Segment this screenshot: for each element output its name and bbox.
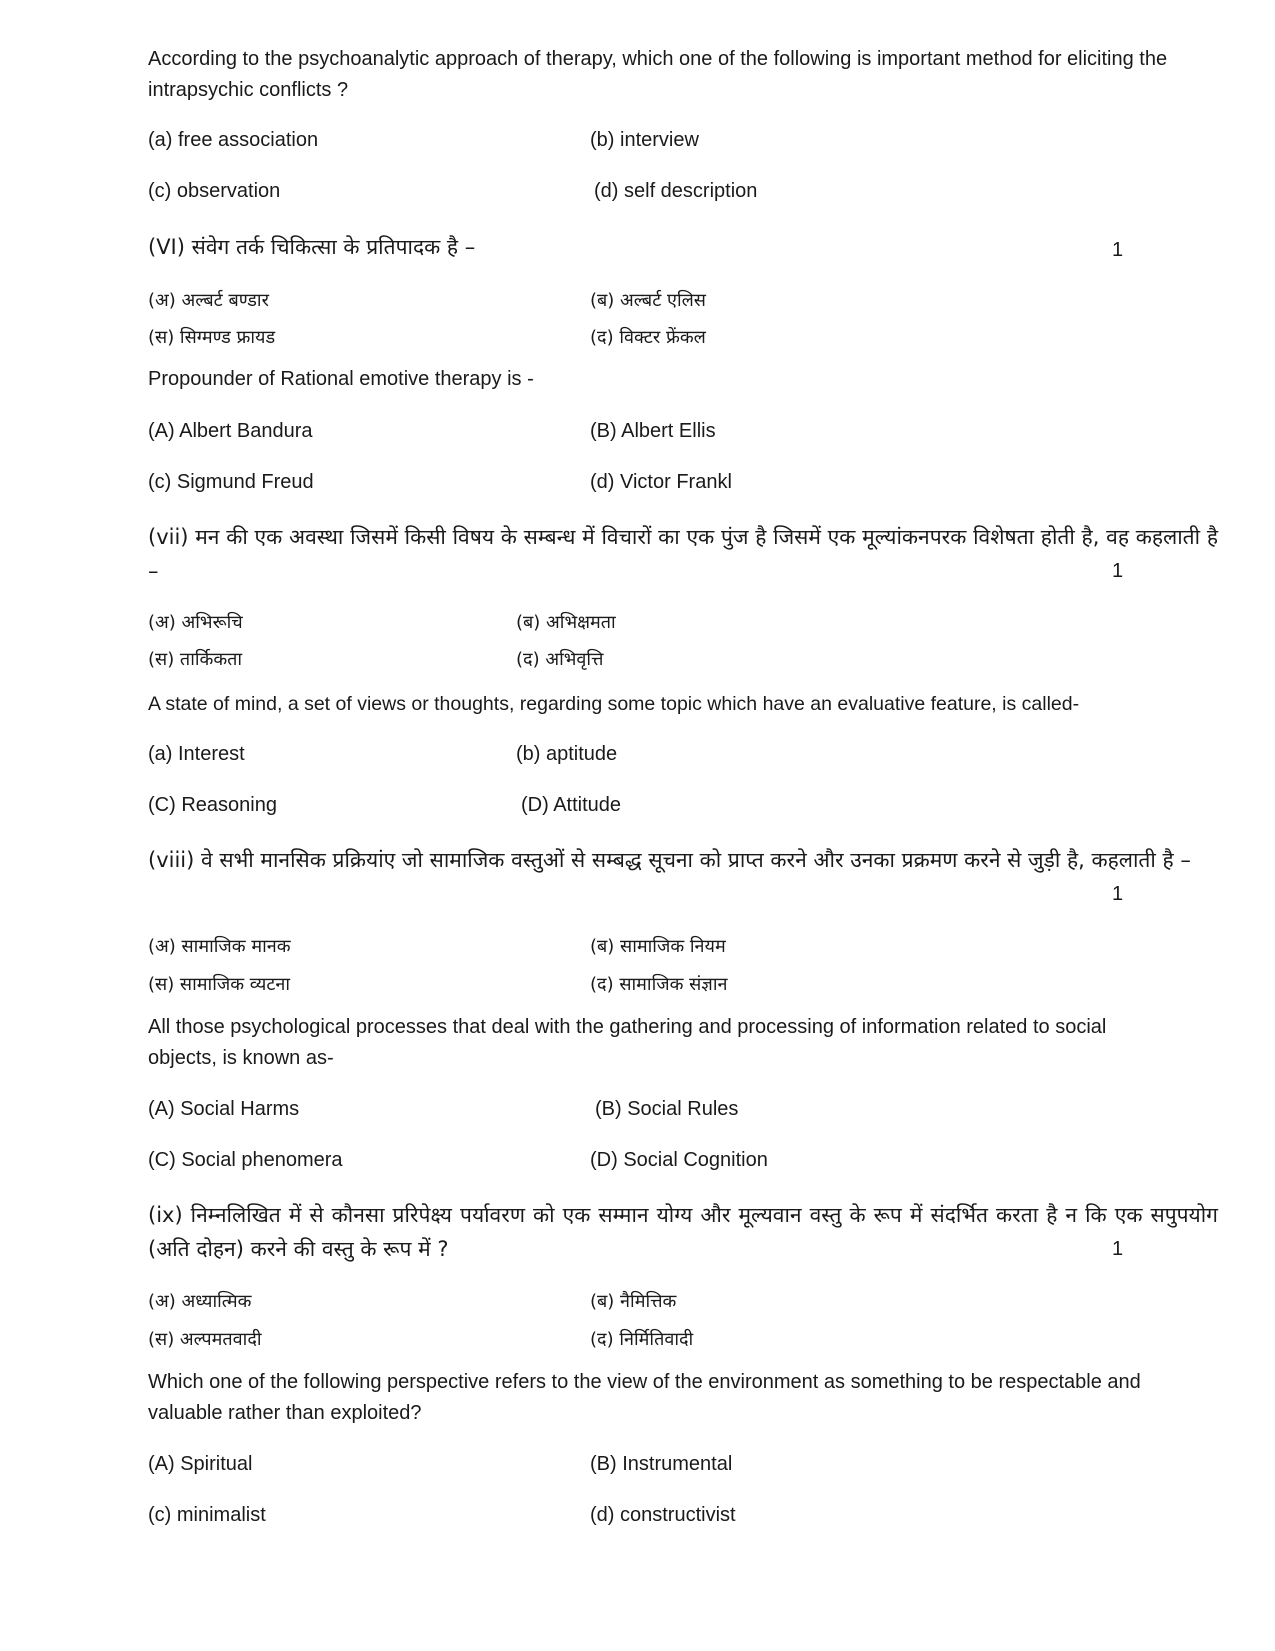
q7-option-a: (a) Interest — [148, 743, 245, 765]
q7-marks: 1 — [1112, 560, 1124, 582]
q8-option-c: (C) Social phenomera — [148, 1149, 343, 1171]
q8-marks: 1 — [1112, 883, 1124, 905]
q5-option-d: (d) self description — [594, 180, 758, 202]
q8-option-a: (A) Social Harms — [148, 1098, 300, 1120]
q5-english-question: According to the psychoanalytic approach of therapy, which one of the following is important method for eliciting the intrapsychic conflicts ? — [148, 48, 1168, 101]
q9-option-d: (d) constructivist — [590, 1504, 736, 1526]
q9-marks: 1 — [1112, 1238, 1124, 1260]
q7-hindi-option-d: (द) अभिवृत्ति — [516, 649, 604, 670]
q9-option-c: (c) minimalist — [148, 1504, 266, 1526]
q5-option-c: (c) observation — [148, 180, 281, 202]
q6-option-b: (B) Albert Ellis — [590, 420, 716, 442]
q8-option-b: (B) Social Rules — [595, 1098, 739, 1120]
q8-hindi-question: (viii) वे सभी मानसिक प्रक्रियांए जो सामाजिक वस्तुओं से सम्बद्ध सूचना को प्राप्त करने और उनका प्रक्रमण करने से जुड़ी है, कहलाती है – — [148, 848, 1191, 872]
q7-hindi-option-c: (स) तार्किकता — [148, 649, 243, 670]
q8-hindi-option-a: (अ) सामाजिक मानक — [148, 936, 291, 957]
q9-hindi-option-a: (अ) अध्यात्मिक — [148, 1291, 252, 1312]
q7-english-question: A state of mind, a set of views or thoughts, regarding some topic which have an evaluative feature, is called- — [148, 693, 1080, 715]
q6-option-d: (d) Victor Frankl — [590, 471, 732, 493]
q7-hindi-option-a: (अ) अभिरूचि — [148, 612, 243, 633]
q9-option-a: (A) Spiritual — [148, 1453, 253, 1475]
q8-hindi-option-d: (द) सामाजिक संज्ञान — [590, 974, 728, 995]
q9-hindi-option-c: (स) अल्पमतवादी — [148, 1329, 262, 1350]
q5-option-a: (a) free association — [148, 129, 319, 151]
q6-hindi-question: (VI) संवेग तर्क चिकित्सा के प्रतिपादक है – — [148, 235, 476, 259]
q6-option-a: (A) Albert Bandura — [148, 420, 313, 442]
q5-option-b: (b) interview — [590, 129, 699, 151]
q6-hindi-option-b: (ब) अल्बर्ट एलिस — [590, 290, 706, 311]
q9-hindi-option-d: (द) निर्मितिवादी — [590, 1329, 694, 1350]
q6-hindi-option-c: (स) सिग्मण्ड फ्रायड — [148, 327, 276, 348]
q8-hindi-option-b: (ब) सामाजिक नियम — [590, 936, 726, 957]
q7-hindi-question: (vii) मन की एक अवस्था जिसमें किसी विषय के सम्बन्ध में विचारों का एक पुंज है जिसमें एक मूल्यांकनपरक विशेषता होती है, वह कहलाती है – — [148, 525, 1218, 583]
q9-hindi-question: (ix) निम्नलिखित में से कौनसा प्ररिपेक्ष्य पर्यावरण को एक सम्मान योग्य और मूल्यवान वस्तु के रूप में संदर्भित करता है न कि एक सपुपयोग (अति दोहन) करने की वस्तु के रूप में ? — [148, 1203, 1218, 1261]
q7-option-d: (D) Attitude — [521, 794, 622, 816]
q6-option-c: (c) Sigmund Freud — [148, 471, 314, 493]
q6-marks: 1 — [1112, 239, 1124, 261]
q8-english-question: All those psychological processes that deal with the gathering and processing of information related to social objects, is known as- — [148, 1016, 1107, 1069]
q7-hindi-option-b: (ब) अभिक्षमता — [516, 612, 616, 633]
q6-english-question: Propounder of Rational emotive therapy is - — [148, 368, 534, 390]
q9-english-question: Which one of the following perspective refers to the view of the environment as something to be respectable and valuable rather than exploited? — [148, 1371, 1141, 1424]
q9-hindi-option-b: (ब) नैमित्तिक — [590, 1291, 677, 1312]
q6-hindi-option-a: (अ) अल्बर्ट बण्डार — [148, 290, 269, 311]
q6-hindi-option-d: (द) विक्टर फ्रेंकल — [590, 327, 706, 348]
q7-option-b: (b) aptitude — [516, 743, 618, 765]
q8-option-d: (D) Social Cognition — [590, 1149, 768, 1171]
q9-option-b: (B) Instrumental — [590, 1453, 733, 1475]
q8-hindi-option-c: (स) सामाजिक व्यटना — [148, 974, 291, 995]
q7-option-c: (C) Reasoning — [148, 794, 277, 816]
